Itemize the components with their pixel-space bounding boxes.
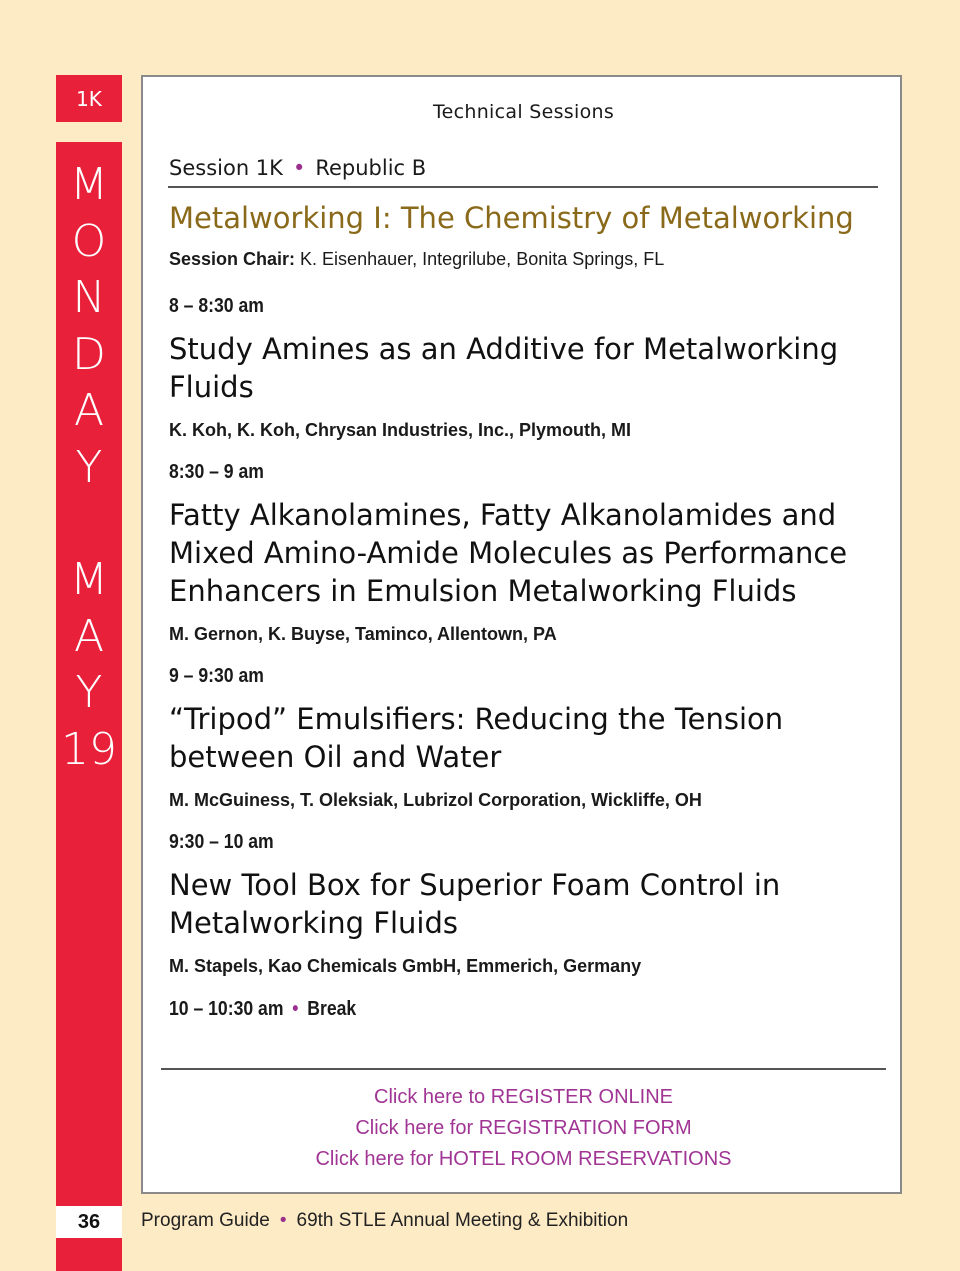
day-letter: D	[72, 328, 106, 380]
talk-time: 8:30 – 9 am	[169, 461, 264, 483]
date-number: 19	[61, 723, 117, 775]
session-panel	[141, 75, 902, 1194]
session-info	[169, 156, 426, 180]
talk-title: Study Amines as an Additive for Metalworking Fluids	[169, 332, 839, 404]
session-chair	[169, 249, 664, 270]
bullet-separator: •	[292, 998, 299, 1020]
talk-time: 9:30 – 10 am	[169, 831, 274, 853]
talk-item	[169, 665, 869, 811]
talk-authors: M. McGuiness, T. Oleksiak, Lubrizol Corporation, Wickliffe, OH	[169, 790, 702, 810]
month-letter: A	[73, 610, 105, 662]
day-label-vertical	[56, 157, 122, 778]
day-letter: M	[70, 159, 108, 210]
month-letter: M	[70, 554, 108, 605]
day-letter: N	[72, 272, 106, 323]
chair-label: Session Chair:	[169, 249, 296, 269]
talk-item	[169, 461, 869, 645]
register-online-link[interactable]: Click here to REGISTER ONLINE	[374, 1086, 673, 1108]
day-letter: O	[71, 215, 107, 267]
talk-title: “Tripod” Emulsifiers: Reducing the Tension between Oil and Water	[169, 702, 784, 774]
divider-top	[168, 186, 878, 188]
bullet-separator: •	[279, 1210, 287, 1231]
session-title: Metalworking I: The Chemistry of Metalworking	[169, 201, 854, 235]
bullet-separator: •	[292, 156, 306, 180]
session-tab-code: 1K	[56, 75, 122, 122]
registration-form-link[interactable]: Click here for REGISTRATION FORM	[355, 1117, 692, 1139]
talk-authors: M. Stapels, Kao Chemicals GmbH, Emmerich, Germany	[169, 956, 642, 976]
chair-value: K. Eisenhauer, Integrilube, Bonita Springs, FL	[295, 249, 665, 269]
talk-time: 8 – 8:30 am	[169, 295, 264, 317]
registration-links	[143, 1082, 904, 1175]
day-letter: Y	[75, 441, 103, 493]
talk-title: New Tool Box for Superior Foam Control in Metalworking Fluids	[169, 868, 781, 940]
talk-authors: K. Koh, K. Koh, Chrysan Industries, Inc., Plymouth, MI	[169, 420, 632, 440]
talk-time: 9 – 9:30 am	[169, 665, 264, 687]
break-item	[169, 998, 356, 1021]
page-number: 36	[56, 1206, 122, 1238]
session-room: Republic B	[315, 156, 427, 180]
break-label: Break	[307, 998, 357, 1020]
section-heading: Technical Sessions	[432, 101, 615, 123]
talk-item	[169, 831, 869, 977]
divider-bottom	[161, 1068, 886, 1070]
hotel-reservations-link[interactable]: Click here for HOTEL ROOM RESERVATIONS	[315, 1148, 732, 1170]
page-footer	[141, 1210, 628, 1232]
session-label: Session 1K	[169, 156, 283, 180]
break-time: 10 – 10:30 am	[169, 998, 284, 1020]
talk-authors: M. Gernon, K. Buyse, Taminco, Allentown, PA	[169, 624, 557, 644]
month-letter: Y	[75, 667, 103, 718]
talk-item	[169, 295, 869, 441]
talk-title: Fatty Alkanolamines, Fatty Alkanolamides and Mixed Amino-Amide Molecules as Performance Enhancers in Emulsion Metalworking Fluids	[169, 498, 848, 608]
day-letter: A	[73, 385, 105, 436]
footer-guide: Program Guide	[141, 1210, 270, 1231]
footer-event: 69th STLE Annual Meeting & Exhibition	[296, 1210, 629, 1231]
